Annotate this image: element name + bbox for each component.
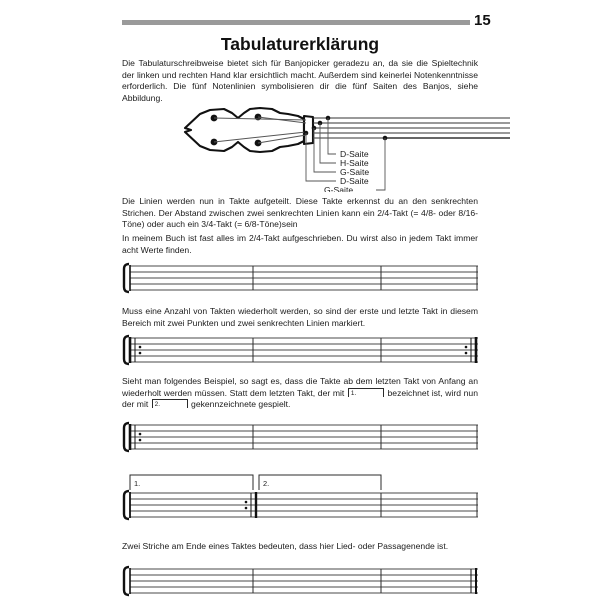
repeat-dot bbox=[139, 352, 142, 355]
string-label-2: H-Saite bbox=[340, 158, 369, 168]
tab-staff-repeat-start-only bbox=[122, 421, 478, 455]
tab-staff-plain-measures bbox=[122, 262, 478, 296]
inline-volta-second-label: 2. bbox=[154, 401, 160, 409]
volta-bracket-layer bbox=[122, 472, 478, 490]
volta-bracket-1-label: 1. bbox=[134, 479, 141, 488]
string-label-4: D-Saite bbox=[340, 176, 369, 186]
tab-staff-volta-endings bbox=[122, 489, 478, 523]
inline-volta-first-label: 1. bbox=[350, 389, 357, 397]
repeat-dot bbox=[139, 346, 142, 349]
volta-bracket-2-label: 2. bbox=[263, 479, 270, 488]
volta-text-part-3: gekennzeichnete gespielt. bbox=[188, 399, 291, 410]
repeat-dot bbox=[245, 507, 248, 510]
repeat-dot bbox=[465, 352, 468, 355]
string-label-5: G-Saite bbox=[324, 185, 354, 192]
volta-text-part-2: bezeichnet ist, wird nun der mit bbox=[122, 387, 478, 410]
paragraph-measures-a: Die Linien werden nun in Takte aufgeteilt. Diese Takte erkennst du an den senkrechten Strichen. Der Abstand zwischen zwei senkrechten Linien kann ein 2/4-Takt (= 4/8- oder 8/16-Töne) oder auch ein 3/4-Takt (= 6/8-Töne)sein bbox=[122, 196, 478, 230]
paragraph-measures-b: In meinem Buch ist fast alles im 2/4-Takt aufgeschrieben. Du wirst also in jedem Takt immer acht Werte finden. bbox=[122, 233, 478, 255]
string-label-3: G-Saite bbox=[340, 167, 370, 177]
repeat-dot bbox=[139, 439, 142, 442]
volta-bracket-1 bbox=[130, 475, 253, 490]
tab-staff-final-double-bar bbox=[122, 565, 478, 599]
header-accent-rule bbox=[122, 20, 470, 25]
inline-volta-second bbox=[152, 399, 188, 408]
banjo-headstock-figure bbox=[180, 102, 510, 192]
paragraph-volta-explanation bbox=[122, 376, 478, 411]
volta-bracket-2 bbox=[259, 475, 381, 490]
volta-text-part-1: Sieht man folgendes Beispiel, so sagt es, dass die Takte ab dem letzten Takt von Anfang an wiederholt werden müssen. Statt dem letzten Takt, der mit bbox=[122, 376, 478, 398]
paragraph-ending: Zwei Striche am Ende eines Taktes bedeuten, dass hier Lied- oder Passagenende ist. bbox=[122, 541, 449, 551]
page-title: Tabulaturerklärung bbox=[220, 34, 380, 54]
repeat-dot bbox=[245, 501, 248, 504]
inline-volta-first bbox=[348, 388, 384, 397]
paragraph-repeat: Muss eine Anzahl von Takten wiederholt werden, so sind der erste und letzte Takt in diesem Bereich mit zwei Punkten und zwei senkrechten Linien markiert. bbox=[122, 306, 478, 328]
repeat-dot bbox=[465, 346, 468, 349]
paragraph-intro: Die Tabulaturschreibweise bietet sich für Banjopicker geradezu an, da sie die Spieltechnik der linken und rechten Hand klar ersichtlich macht. Außerdem sind keinerlei Notenkenntnisse erforderlich. Die fünf Notenlinien symbolisieren dir die fünf Saiten des Banjos, siehe Abbildung. bbox=[122, 58, 478, 103]
tab-staff-repeat-both-ends bbox=[122, 334, 478, 368]
repeat-dot bbox=[139, 433, 142, 436]
string-label-1: D-Saite bbox=[340, 149, 369, 159]
page-number: 15 bbox=[474, 12, 491, 29]
